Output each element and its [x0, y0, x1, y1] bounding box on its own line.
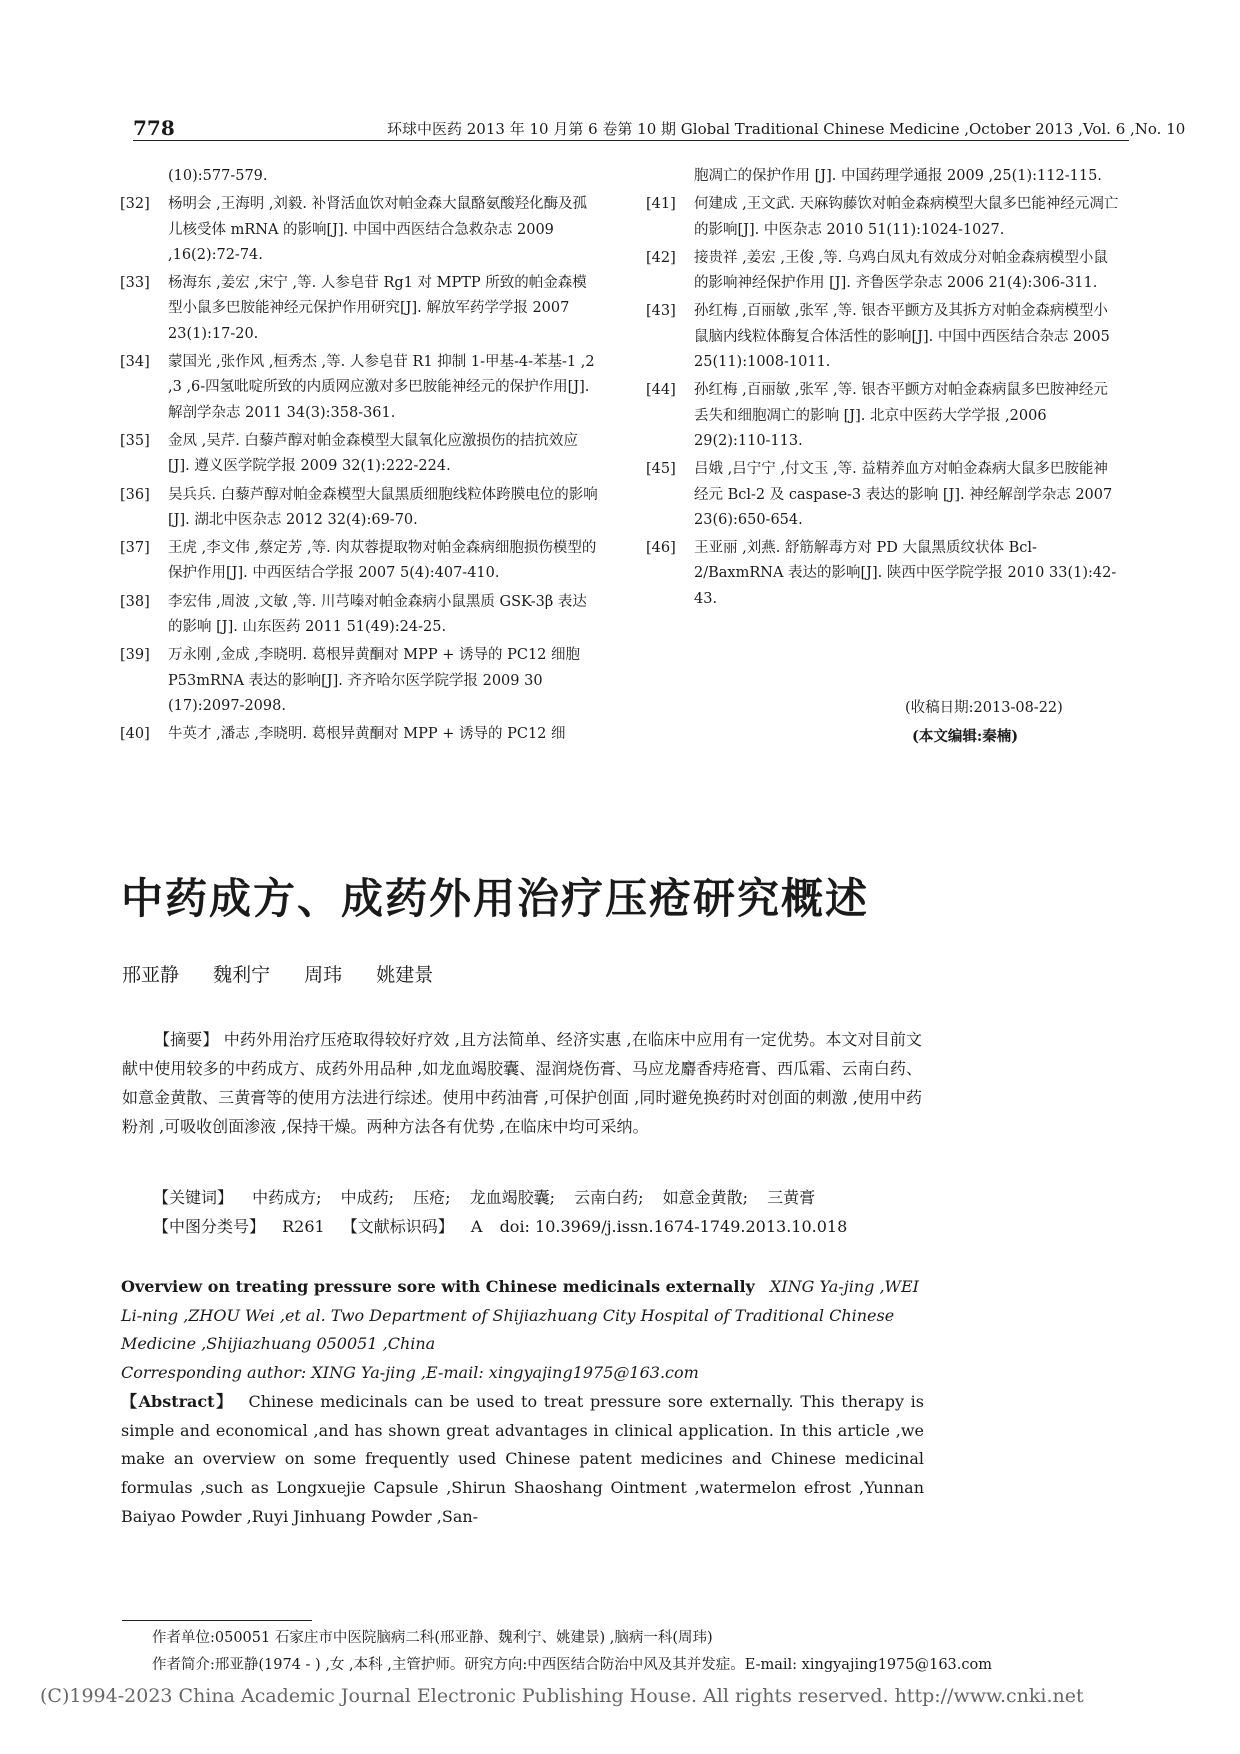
running-header: 环球中医药 2013 年 10 月第 6 卷第 10 期 Global Traditional Chinese Medicine ,October 2013 ,Vol. 6 ,No. 10: [387, 120, 1186, 138]
copyright-notice: (C)1994-2023 China Academic Journal Electronic Publishing House. All rights reserved. http://www.cnki.net: [40, 1685, 1084, 1707]
reference-item: [646, 192, 1122, 243]
keyword: 云南白药;: [574, 1188, 644, 1207]
reference-number: [35]: [120, 432, 150, 449]
reference-number: [38]: [120, 593, 150, 610]
author-bio: 作者简介:邢亚静(1974 - ) ,女 ,本科 ,主管护师。研究方向:中西医结合防治中风及其并发症。E-mail: xingyajing1975@163.com: [152, 1657, 992, 1673]
document-code-label: 【文献标识码】: [341, 1217, 454, 1236]
reference-text: 吴兵兵. 白藜芦醇对帕金森模型大鼠黑质细胞线粒体跨膜电位的影响 [J]. 湖北中医杂志 2012 32(4):69-70.: [168, 486, 598, 528]
author: 邢亚静: [122, 964, 180, 986]
reference-item: [120, 590, 598, 641]
reference-number: [44]: [646, 382, 676, 399]
reference-number: [45]: [646, 461, 676, 478]
reference-item: [120, 271, 598, 347]
keyword: 中药成方;: [252, 1188, 322, 1207]
english-abstract-block: [121, 1273, 924, 1531]
classification-label: 【中图分类号】: [153, 1217, 266, 1236]
reference-number: [43]: [646, 303, 676, 320]
footnotes: [152, 1625, 1052, 1679]
reference-number: [40]: [120, 726, 150, 743]
english-abstract: [121, 1388, 924, 1532]
reference-text: 王虎 ,李文伟 ,蔡定芳 ,等. 肉苁蓉提取物对帕金森病细胞损伤模型的保护作用[J]. 中西医结合学报 2007 5(4):407-410.: [168, 540, 597, 582]
keyword: 如意金黄散;: [662, 1188, 749, 1207]
reference-text: 牛英才 ,潘志 ,李晓明. 葛根异黄酮对 MPP + 诱导的 PC12 细: [168, 726, 566, 743]
classification-line: [153, 1214, 847, 1237]
editor-note: (本文编辑:秦楠): [912, 728, 1019, 745]
reference-item: [120, 192, 598, 268]
keyword: 压疮;: [413, 1188, 451, 1207]
reference-number: [41]: [646, 196, 676, 213]
reference-continuation: (10):577-579.: [168, 168, 268, 184]
reference-text: 蒙国光 ,张作风 ,桓秀杰 ,等. 人参皂苷 R1 抑制 1-甲基-4-苯基-1 ,2 ,3 ,6-四氢吡啶所致的内质网应激对多巴胺能神经元的保护作用[J]. 解剖学杂志 2011 34(3):358-361.: [168, 354, 595, 421]
reference-item: [646, 536, 1122, 612]
corresponding-author: Corresponding author: XING Ya-jing ,E-mail: xingyajing1975@163.com: [121, 1363, 699, 1383]
reference-text: 何建成 ,王文武. 天麻钩藤饮对帕金森病模型大鼠多巴能神经元凋亡的影响[J]. 中医杂志 2010 51(11):1024-1027.: [694, 196, 1119, 238]
reference-item: [646, 299, 1122, 375]
english-title-line: [121, 1273, 924, 1359]
reference-item: [120, 722, 598, 747]
keywords: [153, 1185, 829, 1208]
reference-number: [36]: [120, 486, 150, 503]
author: 魏利宁: [213, 964, 271, 986]
reference-item: [120, 643, 598, 719]
author-list: [122, 960, 461, 987]
reference-item: [646, 457, 1122, 533]
reference-text: 杨海东 ,姜宏 ,宋宁 ,等. 人参皂苷 Rg1 对 MPTP 所致的帕金森模型小鼠多巴胺能神经元保护作用研究[J]. 解放军药学学报 2007 23(1):17-20.: [168, 275, 587, 342]
reference-text: 王亚丽 ,刘燕. 舒筋解毒方对 PD 大鼠黑质纹状体 Bcl-2/BaxmRNA 表达的影响[J]. 陕西中医学院学报 2010 33(1):42-43.: [694, 540, 1117, 607]
document-code-value: A: [470, 1217, 483, 1236]
author-affiliation: 作者单位:050051 石家庄市中医院脑病二科(邢亚静、魏利宁、姚建景) ,脑病一科(周玮): [152, 1630, 713, 1646]
reference-item: [646, 378, 1122, 454]
reference-number: [37]: [120, 540, 150, 557]
keyword: 三黄膏: [767, 1188, 816, 1207]
reference-number: [34]: [120, 354, 150, 371]
header-rule: [133, 140, 1129, 141]
references-right-column: [646, 164, 1122, 615]
reference-item: [120, 429, 598, 480]
reference-continuation: 胞凋亡的保护作用 [J]. 中国药理学通报 2009 ,25(1):112-115.: [694, 168, 1102, 184]
reference-item: [120, 350, 598, 426]
reference-text: 吕娥 ,吕宁宁 ,付文玉 ,等. 益精养血方对帕金森病大鼠多巴胺能神经元 Bcl-2 及 caspase-3 表达的影响 [J]. 神经解剖学杂志 2007 23(6):650-654.: [694, 461, 1113, 528]
reference-number: [42]: [646, 249, 676, 266]
keyword: 龙血竭胶囊;: [469, 1188, 556, 1207]
author: 姚建景: [376, 964, 434, 986]
reference-text: 杨明会 ,王海明 ,刘毅. 补肾活血饮对帕金森大鼠酪氨酸羟化酶及孤儿核受体 mRNA 的影响[J]. 中国中西医结合急救杂志 2009 ,16(2):72-74.: [168, 196, 588, 263]
reference-text: 李宏伟 ,周波 ,文敏 ,等. 川芎嗪对帕金森病小鼠黑质 GSK-3β 表达的影响 [J]. 山东医药 2011 51(49):24-25.: [168, 593, 587, 636]
english-abstract-text: Chinese medicinals can be used to treat pressure sore externally. This therapy is simple and economical ,and has shown great advantages in clinical application. In this article ,we make an overview on some frequently used Chinese patent medicines and Chinese medicinal formulas ,such as Longxuejie Capsule ,Shirun Shaoshang Ointment ,watermelon efrost ,Yunnan Baiyao Powder ,Ruyi Jinhuang Powder ,San-: [121, 1391, 924, 1526]
footnote-rule: [122, 1620, 312, 1621]
reference-text: 孙红梅 ,百丽敏 ,张军 ,等. 银杏平颤方对帕金森病鼠多巴胺神经元丢失和细胞凋亡的影响 [J]. 北京中医药大学学报 ,2006 29(2):110-113.: [694, 382, 1108, 449]
reference-text: 金凤 ,吴芹. 白藜芦醇对帕金森模型大鼠氧化应激损伤的拮抗效应 [J]. 遵义医学院学报 2009 32(1):222-224.: [168, 432, 578, 475]
reference-item: [646, 246, 1122, 297]
reference-text: 孙红梅 ,百丽敏 ,张军 ,等. 银杏平颤方及其拆方对帕金森病模型小鼠脑内线粒体酶复合体活性的影响[J]. 中国中西医结合杂志 2005 25(11):1008-1011.: [694, 303, 1110, 371]
english-title: Overview on treating pressure sore with Chinese medicinals externally: [121, 1277, 755, 1296]
references-left-column: [120, 164, 598, 751]
reference-text: 接贵祥 ,姜宏 ,王俊 ,等. 乌鸡白凤丸有效成分对帕金森病模型小鼠的影响神经保护作用 [J]. 齐鲁医学杂志 2006 21(4):306-311.: [694, 249, 1108, 292]
reference-number: [33]: [120, 275, 150, 292]
english-authors-affiliation: XING Ya-jing ,WEI Li-ning ,ZHOU Wei ,et al. Two Department of Shijiazhuang City Hospital of Traditional Chinese Medicine ,Shijiazhuang 050051 ,China: [121, 1277, 919, 1354]
keyword: 中成药;: [340, 1188, 395, 1207]
reference-number: [46]: [646, 540, 676, 557]
english-abstract-label: 【Abstract】: [121, 1391, 234, 1411]
abstract-chinese: 【摘要】 中药外用治疗压疮取得较好疗效 ,且方法简单、经济实惠 ,在临床中应用有一定优势。本文对目前文献中使用较多的中药成方、成药外用品种 ,如龙血竭胶囊、湿润烧伤膏、马应龙麝香痔疮膏、西瓜霜、云南白药、如意金黄散、三黄膏等的使用方法进行综述。使用中药油膏 ,可保护创面 ,同时避免换药时对创面的刺激 ,使用中药粉剂 ,可吸收创面渗液 ,保持干燥。两种方法各有优势 ,在临床中均可采纳。: [122, 1030, 922, 1136]
reference-text: 万永刚 ,金成 ,李晓明. 葛根异黄酮对 MPP + 诱导的 PC12 细胞 P53mRNA 表达的影响[J]. 齐齐哈尔医学院学报 2009 30 (17):2097-2098.: [168, 647, 581, 714]
reference-number: [39]: [120, 647, 150, 664]
author: 周玮: [304, 964, 343, 986]
reference-item: [120, 536, 598, 587]
doi: doi: 10.3969/j.issn.1674-1749.2013.10.018: [499, 1217, 848, 1236]
keywords-label: 【关键词】: [153, 1188, 234, 1207]
received-date: (收稿日期:2013-08-22): [905, 700, 1063, 716]
article-title: 中药成方、成药外用治疗压疮研究概述: [121, 874, 870, 923]
reference-number: [32]: [120, 196, 150, 213]
reference-item: [120, 483, 598, 534]
classification-value: R261: [282, 1217, 325, 1236]
page-number: 778: [133, 116, 175, 140]
